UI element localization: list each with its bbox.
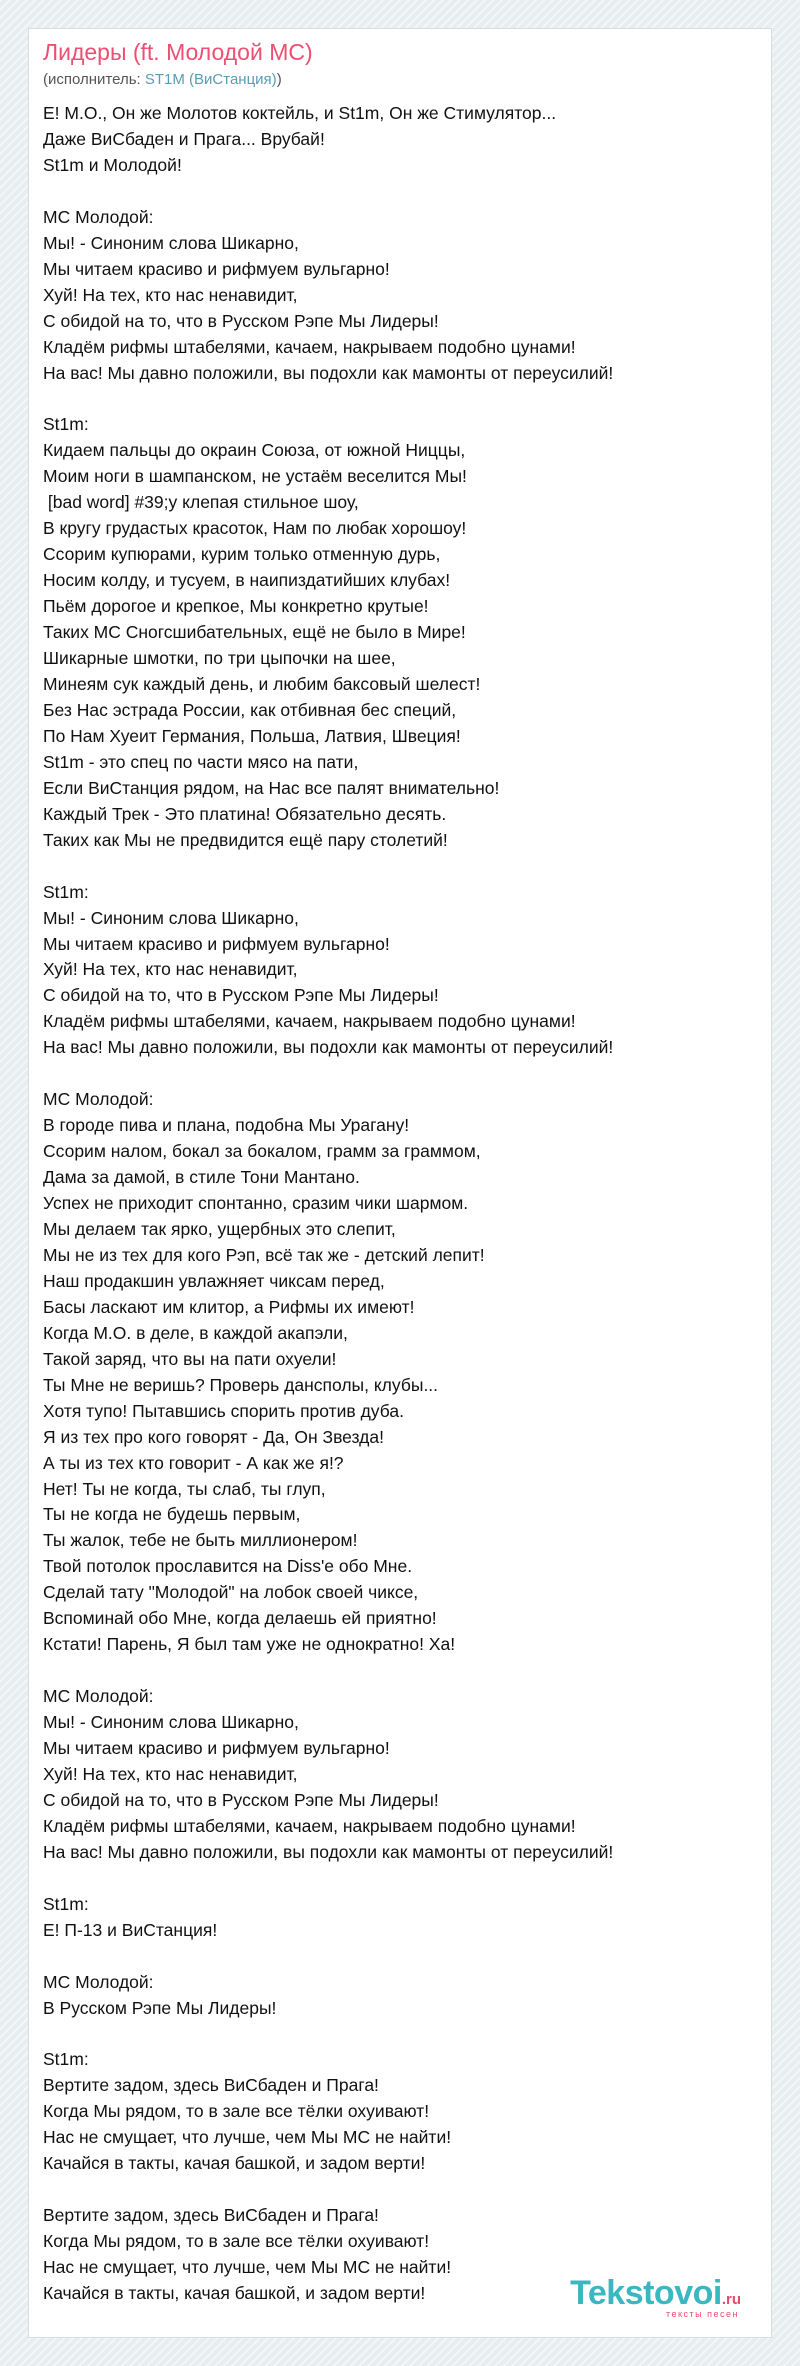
page-title: Лидеры (ft. Молодой МС) bbox=[43, 39, 313, 65]
logo-tld: .ru bbox=[721, 2291, 741, 2308]
lyrics-page bbox=[28, 28, 772, 2338]
logo-brand: Tekstovoi bbox=[570, 2274, 722, 2312]
artist-suffix: ) bbox=[276, 71, 282, 88]
artist-prefix: (исполнитель: bbox=[43, 71, 145, 88]
lyrics-text: Е! М.О., Он же Молотов коктейль, и St1m, Он же Стимулятор... Даже ВиСбаден и Прага... Врубай! St1m и Молодой! МС Молодой: Мы! - Синоним слова Шикарно, Мы читаем красиво и рифмуем вульгарно! Хуй! На тех, кто нас ненавидит, С обидой на то, что в Русском Рэпе Мы Лидеры! Кладём рифмы штабелями, качаем, накрываем подобно цунами! На вас! Мы давно положили, вы подохли как мамонты от переусилий! St1m: Кидаем пальцы до окраин Союза, от южной Ниццы, Моим ноги в шампанском, не устаём веселится Мы! [bad word] #39;у клепая стильное шоу, В кругу грудастых красоток, Нам по любак хорошоу! Ссорим купюрами, курим только отменную дурь, Носим колду, и тусуем, в наипиздатийших клубах! Пьём дорогое и крепкое, Мы конкретно крутые! Таких МС Сногсшибательных, ещё не было в Мире! Шикарные шмотки, по три цыпочки на шее, Минеям сук каждый день, и любим баксовый шелест! Без Нас эстрада России, как отбивная бес специй, По Нам Хуеит Германия, Польша, Латвия, Швеция! St1m - это спец по части мясо на пати, Если ВиСтанция рядом, на Нас все палят внимательно! Каждый Трек - Это платина! Обязательно десять. Таких как Мы не предвидится ещё пару столетий! St1m: Мы! - Синоним слова Шикарно, Мы читаем красиво и рифмуем вульгарно! Хуй! На тех, кто нас ненавидит, С обидой на то, что в Русском Рэпе Мы Лидеры! Кладём рифмы штабелями, качаем, накрываем подобно цунами! На вас! Мы давно положили, вы подохли как мамонты от переусилий! МС Молодой: В городе пива и плана, подобна Мы Урагану! Ссорим налом, бокал за бокалом, грамм за граммом, Дама за дамой, в стиле Тони Мантано. Успех не приходит спонтанно, сразим чики шармом. Мы делаем так ярко, ущербных это слепит, Мы не из тех для кого Рэп, всё так же - детский лепит! Наш продакшин увлажняет чиксам перед, Басы ласкают им клитор, а Рифмы их имеют! Когда М.О. в деле, в каждой акапэли, Такой заряд, что вы на пати охуели! Ты Мне не веришь? Проверь дансполы, клубы... Хотя тупо! Пытавшись спорить против дуба. Я из тех про кого говорят - Да, Он Звезда! А ты из тех кто говорит - А как же я!? Нет! Ты не когда, ты слаб, ты глуп, Ты не когда не будешь первым, Ты жалок, тебе не быть миллионером! Твой потолок прославится на Diss'e обо Мне. Сделай тату "Молодой" на лобок своей чиксе, Вспоминай обо Мне, когда делаешь ей приятно! Кстати! Парень, Я был там уже не однократно! Ха! МС Молодой: Мы! - Синоним слова Шикарно, Мы читаем красиво и рифмуем вульгарно! Хуй! На тех, кто нас ненавидит, С обидой на то, что в Русском Рэпе Мы Лидеры! Кладём рифмы штабелями, качаем, накрываем подобно цунами! На вас! Мы давно положили, вы подохли как мамонты от переусилий! St1m: Е! П-13 и ВиСтанция! МС Молодой: В Русском Рэпе Мы Лидеры! St1m: Вертите задом, здесь ВиСбаден и Прага! Когда Мы рядом, то в зале все тёлки охуивают! Нас не смущает, что лучше, чем Мы МС не найти! Качайся в такты, качая башкой, и задом верти! Вертите задом, здесь ВиСбаден и Прага! Когда Мы рядом, то в зале все тёлки охуивают! Нас не смущает, что лучше, чем Мы МС не найти! Качайся в такты, качая башкой, и задом верти! bbox=[43, 103, 614, 2304]
artist-line bbox=[43, 71, 282, 88]
logo-tagline: тексты песен bbox=[665, 2309, 739, 2319]
site-logo[interactable] bbox=[541, 2274, 741, 2319]
artist-link[interactable]: ST1M (ВиСтанция) bbox=[144, 71, 277, 88]
